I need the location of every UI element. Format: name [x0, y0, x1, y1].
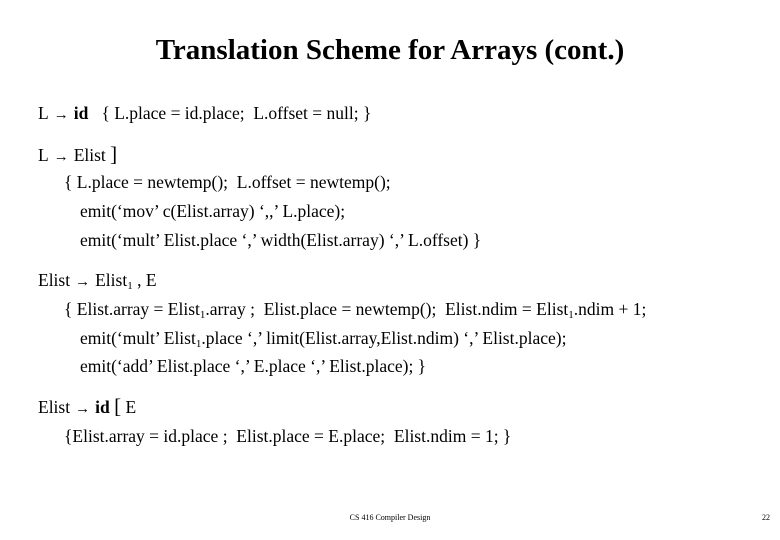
text-segment: emit(‘mult’ Elist: [80, 328, 196, 348]
rule3-action-line: [80, 327, 566, 349]
rule2-rhs: Elist: [73, 145, 106, 165]
rule4-id: id: [95, 397, 110, 417]
rule1-line: [38, 102, 371, 126]
rule3-head: [38, 269, 157, 293]
arrow-icon: →: [75, 401, 91, 417]
subscript: 1: [568, 309, 574, 321]
text-segment: .array ; Elist.place = newtemp(); Elist.ndim = Elist: [205, 299, 569, 319]
subscript: 1: [127, 280, 133, 292]
rule3-rhs: Elist: [95, 270, 128, 290]
rule3-lhs: Elist: [38, 270, 71, 290]
rule1-lhs: L: [38, 103, 49, 123]
footer-course: CS 416 Compiler Design: [349, 513, 431, 522]
rule4-action-line: {Elist.array = id.place ; Elist.place = E.place; Elist.ndim = 1; }: [64, 426, 512, 446]
rule3-action-line: [64, 298, 646, 320]
rule2-action-line: emit(‘mult’ Elist.place ‘,’ width(Elist.array) ‘,’ L.offset) }: [80, 230, 482, 250]
rule4-head: [38, 396, 136, 420]
rule2-rbracket: ]: [110, 142, 118, 166]
subscript: 1: [199, 309, 206, 321]
rule2-lhs: L: [38, 145, 49, 165]
arrow-icon: →: [53, 149, 69, 165]
subscript: 1: [195, 338, 202, 350]
rule1-id: id: [73, 103, 89, 123]
rule1-action: { L.place = id.place; L.offset = null; }: [101, 103, 372, 123]
rule2-action-line: emit(‘mov’ c(Elist.array) ‘,,’ L.place);: [80, 201, 346, 221]
text-segment: .ndim + 1;: [573, 299, 647, 319]
arrow-icon: →: [53, 107, 69, 123]
rule3-rest: , E: [132, 270, 157, 290]
rule2-head: [38, 144, 117, 168]
text-segment: .place ‘,’ limit(Elist.array,Elist.ndim) ‘,’ Elist.place);: [201, 328, 567, 348]
rule2-action-line: { L.place = newtemp(); L.offset = newtemp();: [64, 172, 391, 192]
rule4-rhs-rest: E: [125, 397, 137, 417]
slide-title: Translation Scheme for Arrays (cont.): [155, 34, 625, 66]
rule4-lbracket: [: [114, 394, 122, 418]
rule3-action-line: emit(‘add’ Elist.place ‘,’ E.place ‘,’ Elist.place); }: [80, 356, 427, 376]
text-segment: { Elist.array = Elist: [64, 299, 200, 319]
arrow-icon: →: [75, 274, 91, 290]
rule4-lhs: Elist: [38, 397, 71, 417]
page-number: 22: [762, 513, 770, 522]
